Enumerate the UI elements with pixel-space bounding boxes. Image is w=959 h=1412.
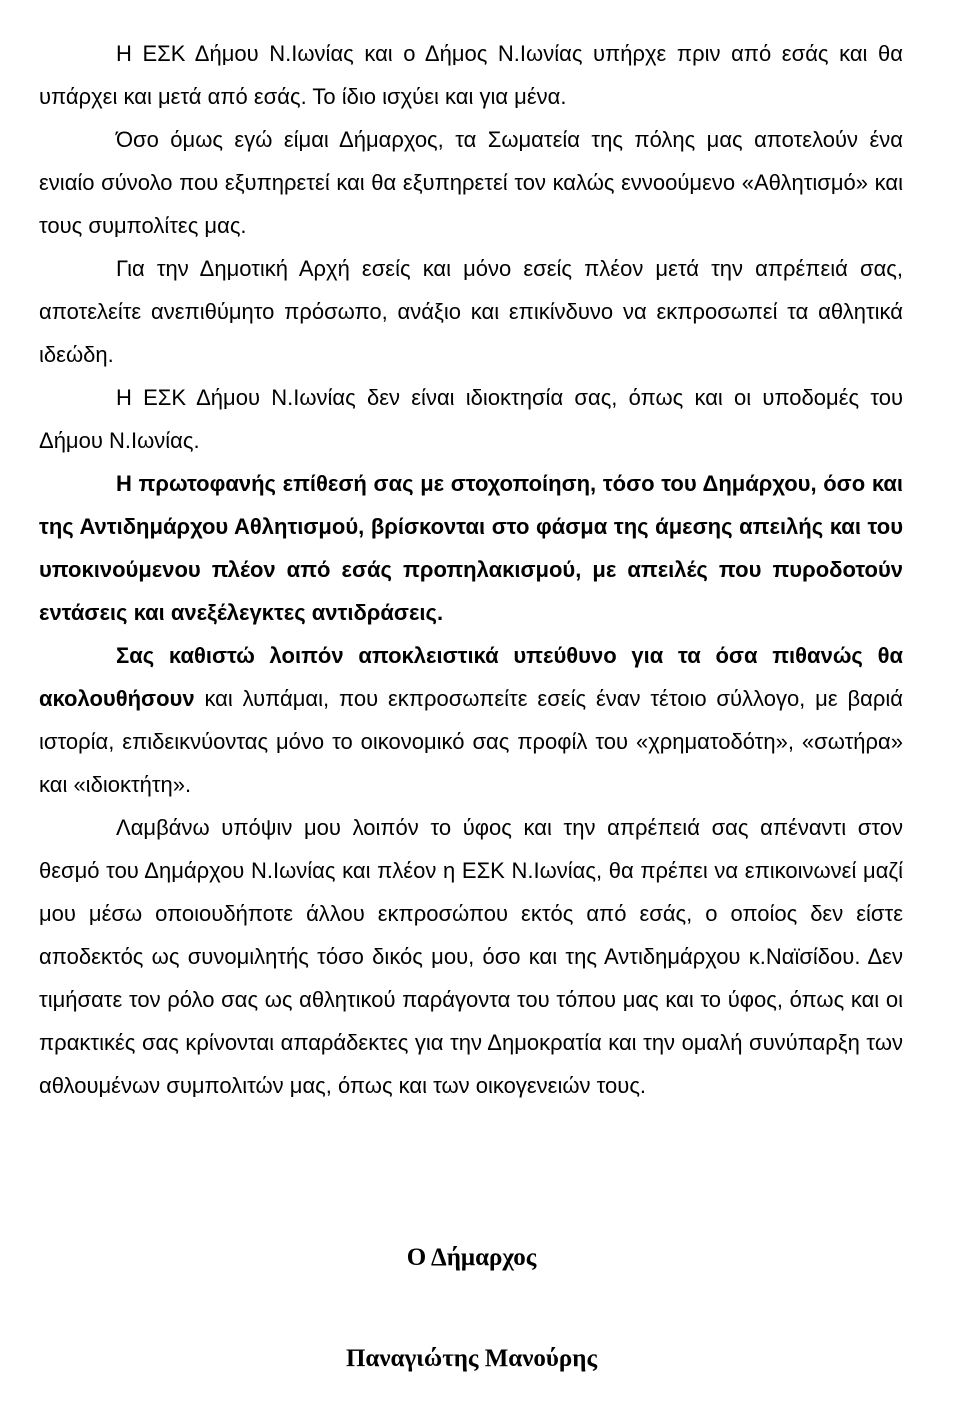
paragraph-5 xyxy=(39,462,903,634)
paragraph-bold-text: Η πρωτοφανής επίθεσή σας με στοχοποίηση, τόσο του Δημάρχου, όσο και της Αντιδημάρχου Αθλητισμού, βρίσκονται στο φάσμα της άμεσης απειλής και του υποκινούμενου πλέον από εσάς προπηλακισμού, με απειλές που πυροδοτούν εντάσεις και ανεξέλεγκτες αντιδράσεις. xyxy=(39,471,903,625)
signature-title: Ο Δήμαρχος xyxy=(406,1244,537,1271)
paragraph-1 xyxy=(39,32,903,118)
paragraph-text: και λυπάμαι, που εκπροσωπείτε εσείς έναν τέτοιο σύλλογο, με βαριά ιστορία, επιδεικνύοντας μόνο το οικονομικό σας προφίλ του «χρηματοδότη», «σωτήρα» και «ιδιοκτήτη». xyxy=(39,686,903,797)
paragraph-6 xyxy=(39,634,903,806)
paragraph-2 xyxy=(39,118,903,247)
signature-name: Παναγιώτης Μανούρης xyxy=(345,1345,598,1372)
paragraph-text: Όσο όμως εγώ είμαι Δήμαρχος, τα Σωματεία της πόλης μας αποτελούν ένα ενιαίο σύνολο που εξυπηρετεί και θα εξυπηρετεί τον καλώς εννοούμενο «Αθλητισμό» και τους συμπολίτες μας. xyxy=(39,127,903,238)
paragraph-text: Η ΕΣΚ Δήμου Ν.Ιωνίας και ο Δήμος Ν.Ιωνίας υπήρχε πριν από εσάς και θα υπάρχει και μετά από εσάς. Το ίδιο ισχύει και για μένα. xyxy=(39,41,903,109)
paragraph-text: Η ΕΣΚ Δήμου Ν.Ιωνίας δεν είναι ιδιοκτησία σας, όπως και οι υποδομές του Δήμου Ν.Ιωνίας. xyxy=(39,385,903,453)
paragraph-7 xyxy=(39,806,903,1107)
paragraph-text: Για την Δημοτική Αρχή εσείς και μόνο εσείς πλέον μετά την απρέπειά σας, αποτελείτε ανεπιθύμητο πρόσωπο, ανάξιο και επικίνδυνο να εκπροσωπεί τα αθλητικά ιδεώδη. xyxy=(39,256,903,367)
paragraph-3 xyxy=(39,247,903,376)
paragraph-text: Λαμβάνω υπόψιν μου λοιπόν το ύφος και την απρέπειά σας απέναντι στον θεσμό του Δημάρχου Ν.Ιωνίας και πλέον η ΕΣΚ Ν.Ιωνίας, θα πρέπει να επικοινωνεί μαζί μου μέσω οποιουδήποτε άλλου εκπροσώπου εκτός από εσάς, ο οποίος δεν είστε αποδεκτός ως συνομιλητής τόσο δικός μου, όσο και της Αντιδημάρχου κ.Ναϊσίδου. Δεν τιμήσατε τον ρόλο σας ως αθλητικού παράγοντα του τόπου μας και το ύφος, όπως και οι πρακτικές σας κρίνονται απαράδεκτες για την Δημοκρατία και την ομαλή συνύπαρξη των αθλουμένων συμπολιτών μας, όπως και των οικογενειών τους. xyxy=(39,815,903,1098)
letter-body xyxy=(39,32,903,1107)
paragraph-bold-text: Σας καθιστώ λοιπόν αποκλειστικά υπεύθυνο για τα όσα πιθανώς θα ακολουθήσουν xyxy=(39,643,903,711)
paragraph-4 xyxy=(39,376,903,462)
